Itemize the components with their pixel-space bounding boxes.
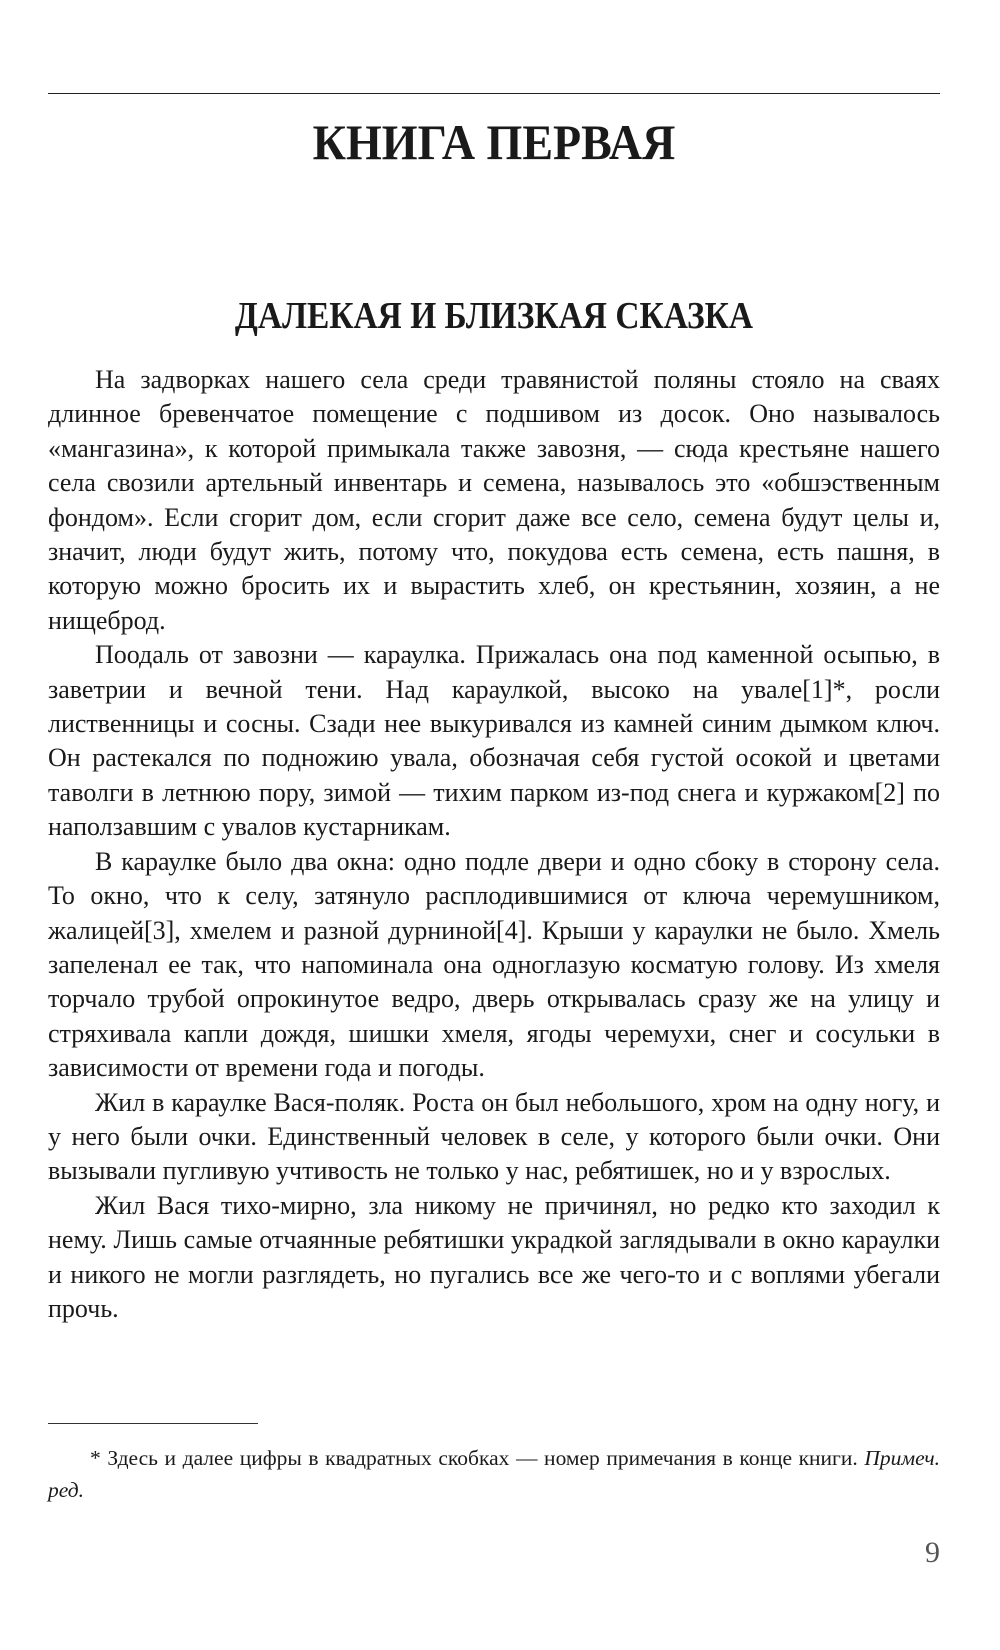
footnote-rule <box>48 1423 258 1424</box>
footnote-text: * Здесь и далее цифры в квадратных скобках — номер примечания в конце книги. <box>90 1446 858 1470</box>
paragraph: Жил в караулке Вася-поляк. Роста он был небольшого, хром на одну ногу, и у него были очки. Единственный человек в селе, у которого были очки. Они вызывали пугливую учтивость не только у нас, ребятишек, но и у взрослых. <box>48 1087 940 1186</box>
footnote-editor-note: Примеч. ред. <box>48 1446 940 1502</box>
book-title: КНИГА ПЕРВАЯ <box>312 114 676 170</box>
top-rule <box>48 93 940 94</box>
chapter-title: ДАЛЕКАЯ И БЛИЗКАЯ СКАЗКА <box>234 295 754 337</box>
paragraph: В караулке было два окна: одно подле двери и одно сбоку в сторону села. То окно, что к селу, затянуло расплодившимися от ключа черемушником, жалицей[3], хмелем и разной дурниной[4]. Крыши у караулки не было. Хмель запеленал ее так, что напоминала она одноглазую косматую голову. Из хмеля торчало трубой опрокинутое ведро, дверь открывалась сразу же на улицу и стряхивала капли дождя, шишки хмеля, ягоды черемухи, снег и сосульки в зависимости от времени года и погоды. <box>48 846 940 1083</box>
paragraph: Поодаль от завозни — караулка. Прижалась она под каменной осыпью, в заветрии и вечной тени. Над караулкой, высоко на увале[1]*, росли лиственницы и сосны. Сзади нее выкуривался из камней синим дымком ключ. Он растекался по подножию увала, обозначая себя густой осокой и цветами таволги в летнюю пору, зимой — тихим парком из-под снега и куржаком[2] по наползавшим с увалов кустарникам. <box>48 640 940 842</box>
paragraph: Жил Вася тихо-мирно, зла никому не причинял, но редко кто заходил к нему. Лишь самые отчаянные ребятишки украдкой заглядывали в окно караулки и никого не могли разглядеть, но пугались все же чего-то и с воплями убегали прочь. <box>48 1190 940 1323</box>
footnote <box>48 1442 940 1506</box>
page-number: 9 <box>925 1536 940 1569</box>
paragraph: На задворках нашего села среди травянистой поляны стояло на сваях длинное бревенчатое помещение с подшивом из досок. Оно называлось «мангазина», к которой примыкала также завозня, — сюда крестьяне нашего села свозили артельный инвентарь и семена, называлось это «обшэственным фондом». Если сгорит дом, если сгорит даже все село, семена будут целы и, значит, люди будут жить, потому что, покудова есть семена, есть пашня, в которую можно бросить их и вырастить хлеб, он крестьянин, хозяин, а не нищеброд. <box>48 365 940 635</box>
body-text <box>48 363 940 1326</box>
